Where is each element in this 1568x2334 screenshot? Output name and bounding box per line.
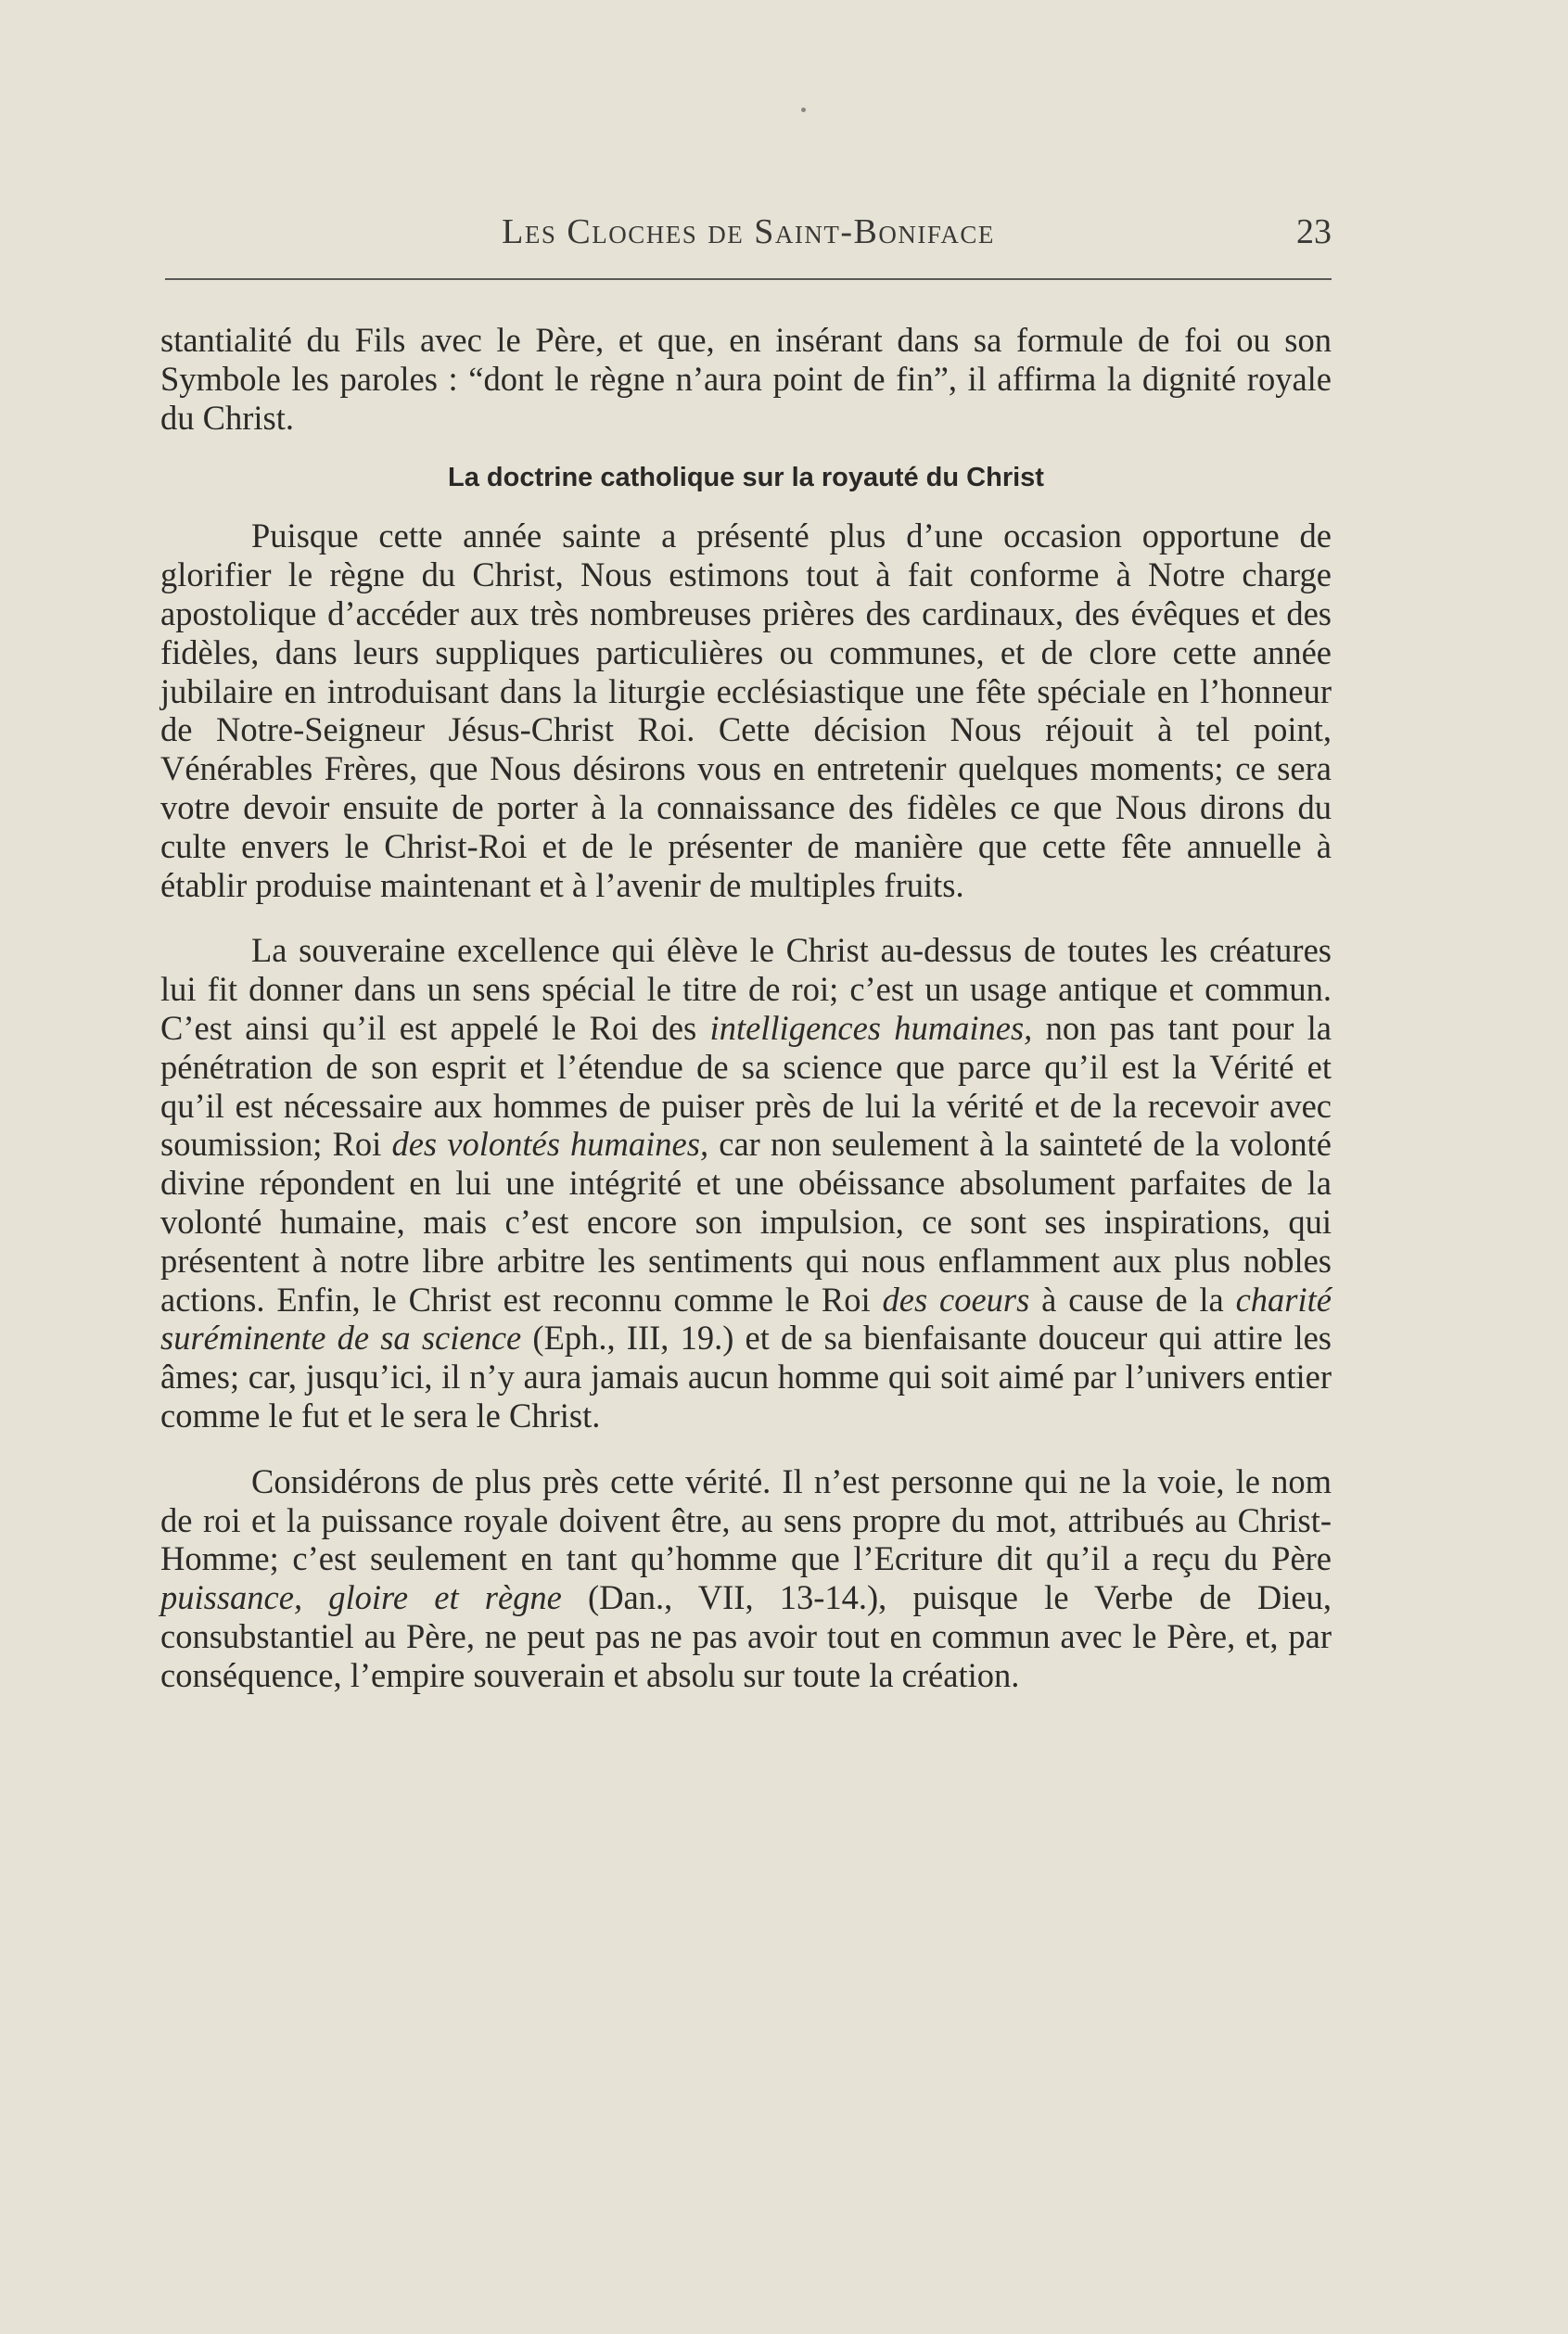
italic-phrase: des volontés humaines, bbox=[391, 1125, 709, 1164]
paragraph bbox=[160, 931, 1332, 1435]
running-title: Les Cloches de Saint-Boniface bbox=[502, 212, 995, 251]
header-rule bbox=[165, 278, 1332, 280]
text-run: (Dan., VII, 13-14.), puisque le Verbe de Dieu, consubstantiel au Père, ne peut pas ne pas avoir tout en commun avec le Père, et, par conséquence, l’empire souverain et absolu sur toute la création. bbox=[160, 1578, 1332, 1694]
italic-phrase: des coeurs bbox=[882, 1280, 1030, 1319]
italic-phrase: intelligences humaines, bbox=[709, 1008, 1033, 1047]
text-run: non pas tant pour la pénétration de son esprit et l’étendue de sa science que parce qu’il est la Vérité et qu’il est nécessaire aux hommes de puiser près de lui la vérité et de la recevoir avec soumission; Roi bbox=[160, 1008, 1332, 1164]
italic-phrase: charité suréminente de sa science bbox=[160, 1280, 1332, 1358]
text-run: La souveraine excellence qui élève le Christ au-dessus de toutes les créatures lui fit donner dans un sens spécial le titre de roi; c’est un usage antique et commun. C’est ainsi qu’il est appelé le Roi des bbox=[160, 931, 1332, 1047]
section-heading: La doctrine catholique sur la royauté du Christ bbox=[448, 463, 1044, 493]
paragraph-continued: stantialité du Fils avec le Père, et que, en insérant dans sa formule de foi ou son Symbole les paroles : “dont le règne n’aura point de fin”, il affirma la dignité royale du Christ. bbox=[160, 321, 1332, 437]
text-run: car non seulement à la sainteté de la volonté divine répondent en lui une intégrité et une obéissance absolument parfaites de la volonté humaine, mais c’est encore son impulsion, ce sont ses inspirations, qui présentent à notre libre arbitre les sentiments qui nous enflamment aux plus nobles actions. Enfin, le Christ est reconnu comme le Roi bbox=[160, 1125, 1332, 1319]
ink-speck bbox=[801, 108, 806, 112]
page-header bbox=[165, 206, 1332, 258]
page-number: 23 bbox=[1296, 212, 1332, 251]
text-run: (Eph., III, 19.) et de sa bienfaisante douceur qui attire les âmes; car, jusqu’ici, il n’y aura jamais aucun homme qui soit aimé par l’univers entier comme le fut et le sera le Christ. bbox=[160, 1319, 1332, 1435]
text-run: à cause de la bbox=[1041, 1280, 1224, 1319]
body-text bbox=[160, 321, 1332, 1695]
paragraph bbox=[160, 1462, 1332, 1695]
italic-phrase: puissance, gloire et règne bbox=[160, 1578, 562, 1617]
text-run: Considérons de plus près cette vérité. Il n’est personne qui ne la voie, le nom de roi et la puissance royale doivent être, au sens propre du mot, attribués au Christ-Homme; c’est seulement en tant qu’homme que l’Ecriture dit qu’il a reçu du Père bbox=[160, 1461, 1332, 1578]
paragraph: Puisque cette année sainte a présenté plus d’une occasion opportune de glorifier le règne du Christ, Nous estimons tout à fait conforme à Notre charge apostolique d’accéder aux très nombreuses prières des cardinaux, des évêques et des fidèles, dans leurs suppliques particulières ou communes, et de clore cette année jubilaire en introduisant dans la liturgie ecclésiastique une fête spéciale en l’honneur de Notre-Seigneur Jésus-Christ Roi. Cette décision Nous réjouit à tel point, Vénérables Frères, que Nous désirons vous en entretenir quelques moments; ce sera votre devoir ensuite de porter à la connaissance des fidèles ce que Nous dirons du culte envers le Christ-Roi et de le présenter de manière que cette fête annuelle à établir produise maintenant et à l’avenir de multiples fruits. bbox=[160, 517, 1332, 904]
